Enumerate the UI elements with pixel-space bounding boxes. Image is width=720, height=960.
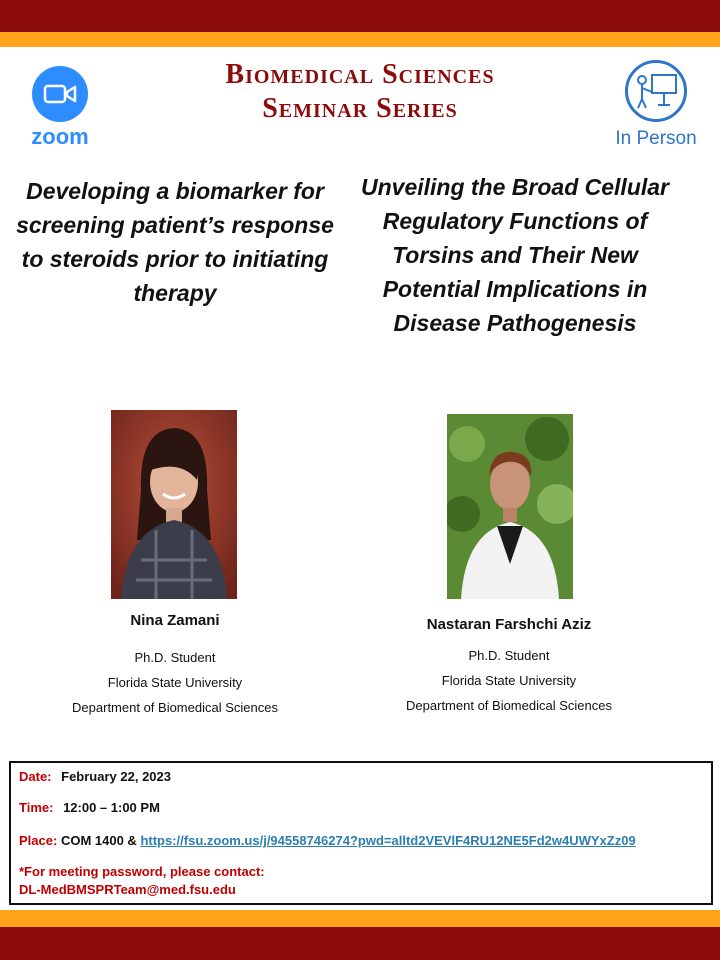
zoom-camera-icon (32, 66, 88, 122)
bottom-maroon-band (0, 927, 720, 960)
speaker-info-left (70, 612, 280, 717)
speaker-photo-right (447, 414, 573, 599)
date-label: Date: (19, 769, 52, 784)
time-row (19, 800, 160, 815)
place-label: Place: (19, 833, 58, 848)
zoom-label: zoom (31, 124, 89, 149)
speaker-department: Department of Biomedical Sciences (406, 698, 612, 713)
time-value: 12:00 – 1:00 PM (63, 800, 160, 815)
speaker-role: Ph.D. Student (468, 648, 550, 663)
event-details-box (9, 761, 713, 905)
speaker-department: Department of Biomedical Sciences (72, 700, 278, 715)
page-title (120, 58, 600, 126)
password-note: *For meeting password, please contact: (19, 864, 265, 879)
place-value: COM 1400 & (60, 833, 137, 848)
bottom-orange-band (0, 910, 720, 927)
title-line-1: Biomedical Sciences (225, 59, 495, 90)
date-row (19, 769, 171, 784)
top-maroon-band (0, 0, 720, 32)
presenter-board-icon (625, 60, 687, 122)
speaker-role: Ph.D. Student (134, 650, 216, 665)
title-line-2: Seminar Series (262, 93, 458, 124)
contact-email[interactable]: DL-MedBMSPRTeam@med.fsu.edu (19, 882, 236, 897)
speaker-name: Nastaran Farshchi Aziz (426, 616, 592, 633)
place-row (19, 833, 636, 848)
speaker-name: Nina Zamani (130, 612, 220, 629)
speaker-photo-left (111, 410, 237, 599)
speaker-institution: Florida State University (441, 673, 577, 688)
talk-title-left: Developing a biomarker for screening patient’s response to steroids prior to initiating therapy (16, 178, 334, 306)
time-label: Time: (19, 800, 54, 815)
zoom-logo (27, 66, 93, 150)
speaker-info-right (394, 616, 624, 715)
top-orange-band (0, 32, 720, 47)
in-person-label: In Person (615, 128, 697, 149)
speaker-institution: Florida State University (107, 675, 243, 690)
date-value: February 22, 2023 (61, 769, 171, 784)
zoom-meeting-link[interactable]: https://fsu.zoom.us/j/94558746274?pwd=alltd2VEVlF4RU12NE5Fd2w4UWYxZz09 (140, 833, 636, 848)
in-person-logo (608, 60, 704, 150)
talk-title-right: Unveiling the Broad Cellular Regulatory Functions of Torsins and Their New Potential Implications in Disease Pathogenesis (361, 174, 669, 336)
